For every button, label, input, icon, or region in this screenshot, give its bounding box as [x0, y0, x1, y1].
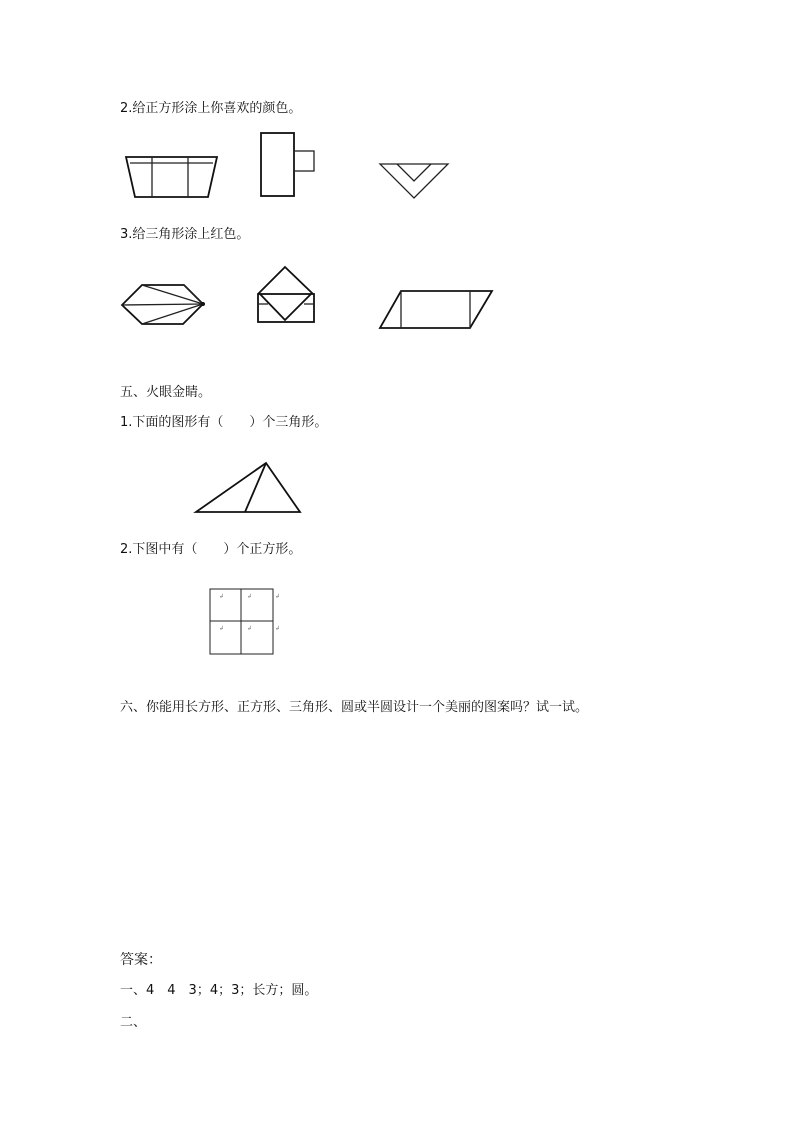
q3-parallelogram-figure	[377, 288, 497, 332]
answers-title: 答案：	[120, 952, 162, 968]
triangle-count-figure	[193, 459, 305, 517]
q3-hexagon-figure	[118, 282, 208, 330]
answers-line-1: 一、4 4 3；4；3；长方；圆。	[120, 983, 318, 998]
q3-house-figure	[254, 264, 319, 326]
q2-rectangle-square-figure	[259, 130, 319, 200]
q2-trapezoid-figure	[124, 152, 224, 200]
question-3-text: 3.给三角形涂上红色。	[120, 227, 250, 242]
grid-cell-mark: ↲	[219, 593, 225, 600]
section-6-text: 六、你能用长方形、正方形、三角形、圆或半圆设计一个美丽的图案吗？试一试。	[120, 700, 589, 715]
answers-line-2: 二、	[120, 1015, 147, 1030]
q2-triangle-square-figure	[378, 160, 453, 202]
grid-cell-mark: ↲	[247, 625, 253, 632]
section-5-question-1-text: 1.下面的图形有（ ）个三角形。	[120, 415, 328, 430]
grid-cell-mark: ↲	[219, 625, 225, 632]
grid-cell-mark: ↲	[247, 593, 253, 600]
grid-cell-mark: ↲	[275, 625, 281, 632]
grid-cell-mark: ↲	[275, 593, 281, 600]
question-2-text: 2.给正方形涂上你喜欢的颜色。	[120, 101, 302, 116]
square-count-grid-figure	[209, 588, 281, 658]
section-5-question-2-text: 2.下图中有（ ）个正方形。	[120, 542, 302, 557]
section-5-title: 五、火眼金睛。	[120, 385, 212, 400]
